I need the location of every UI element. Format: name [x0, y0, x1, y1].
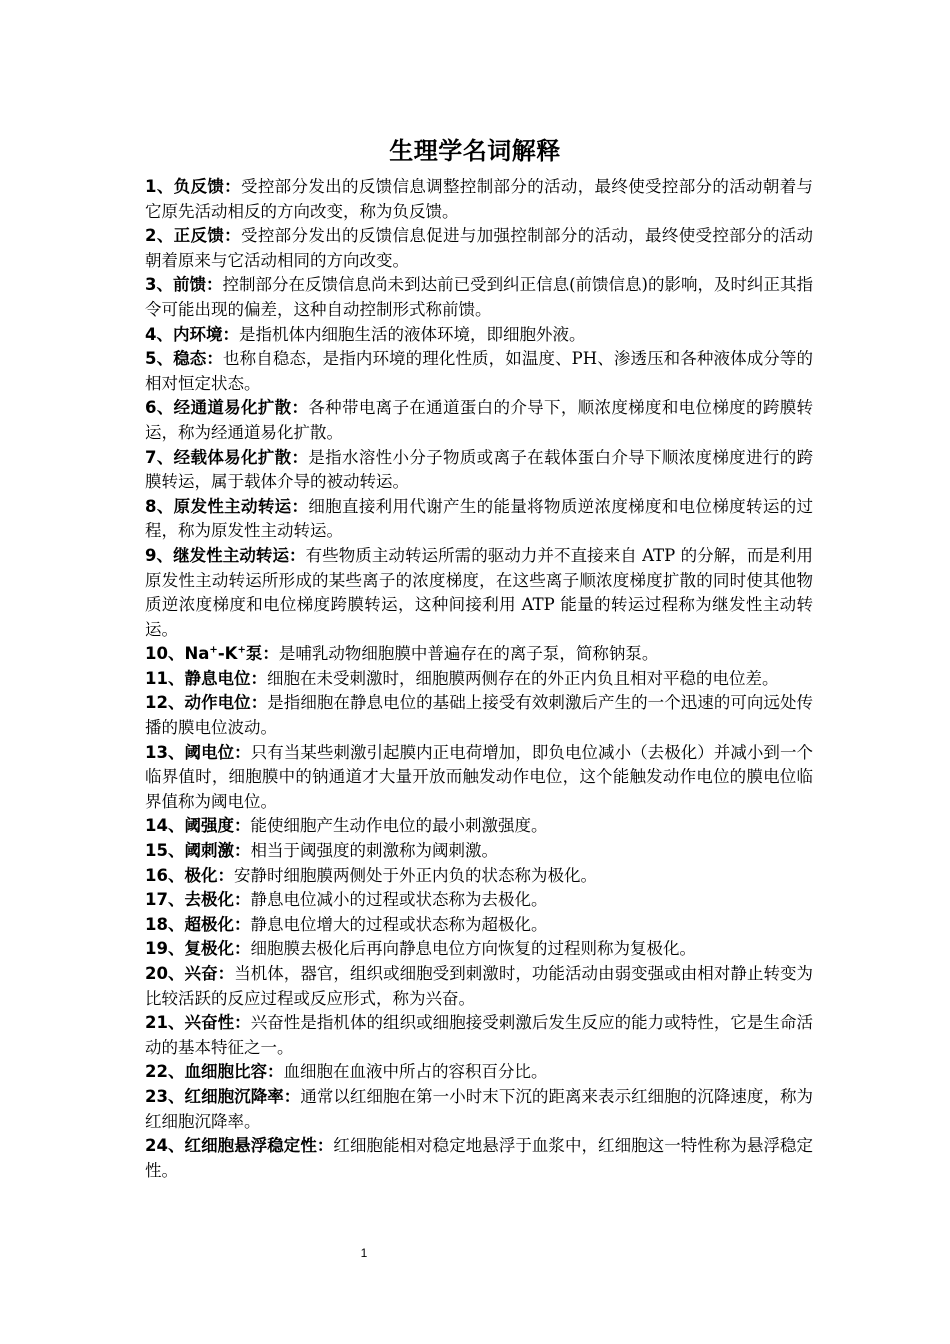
definition-entry — [145, 642, 813, 667]
definition-term: 2、正反馈： — [145, 226, 242, 246]
document-title: 生理学名词解释 — [389, 137, 561, 165]
definition-term: 9、继发性主动转运： — [145, 545, 306, 565]
definition-text: 细胞在未受刺激时，细胞膜两侧存在的外正内负且相对平稳的电位差。 — [266, 668, 779, 688]
definition-entry — [145, 691, 813, 740]
definition-term: 18、超极化： — [145, 914, 251, 934]
definition-text: 兴奋性是指机体的组织或细胞接受刺激后发生反应的能力或特性，它是生命活动的基本特征之一。 — [145, 1013, 814, 1057]
definition-entry — [145, 544, 813, 642]
definition-text: 受控部分发出的反馈信息促进与加强控制部分的活动，最终使受控部分的活动朝着原来与它活动相同的方向改变。 — [145, 226, 814, 270]
definition-term: 24、红细胞悬浮稳定性： — [145, 1136, 334, 1156]
definition-term: 5、稳态： — [145, 349, 224, 369]
definition-term: 8、原发性主动转运： — [145, 496, 309, 516]
definition-entry — [145, 741, 813, 815]
definition-text: 是指机体内细胞生活的液体环境，即细胞外液。 — [238, 324, 586, 344]
definition-text: 细胞直接利用代谢产生的能量将物质逆浓度梯度和电位梯度转运的过程，称为原发性主动转运。 — [145, 496, 814, 541]
definition-term: 17、去极化： — [145, 890, 251, 910]
definition-term: 23、红细胞沉降率： — [145, 1086, 301, 1106]
definition-entry — [145, 839, 813, 864]
definition-term: 19、复极化： — [145, 939, 251, 959]
definition-term: 11、静息电位： — [145, 668, 267, 688]
definition-text: 是指细胞在静息电位的基础上接受有效刺激后产生的一个迅速的可向远处传播的膜电位波动。 — [145, 693, 814, 738]
definition-term: 6、经通道易化扩散： — [145, 398, 309, 418]
definition-entry — [145, 864, 813, 889]
definition-entry — [145, 1011, 813, 1060]
definition-text: 静息电位增大的过程或状态称为超极化。 — [250, 914, 548, 934]
definition-entry — [145, 446, 813, 495]
definition-term: 14、阈强度： — [145, 816, 251, 836]
definition-text: 能使细胞产生动作电位的最小刺激强度。 — [250, 816, 548, 836]
definition-entry — [145, 347, 813, 396]
definition-entry — [145, 224, 813, 273]
definition-term: 22、血细胞比容： — [145, 1062, 284, 1082]
definition-entry — [145, 888, 813, 913]
definition-text: 细胞膜去极化后再向静息电位方向恢复的过程则称为复极化。 — [250, 939, 696, 959]
definition-entry — [145, 495, 813, 544]
definition-term: 15、阈刺激： — [145, 841, 251, 861]
definition-term: 7、经载体易化扩散： — [145, 447, 309, 467]
definition-text: 也称自稳态，是指内环境的理化性质，如温度、PH、渗透压和各种液体成分等的相对恒定状态。 — [145, 349, 814, 393]
definitions-list — [145, 175, 813, 1183]
definition-text: 红细胞能相对稳定地悬浮于血浆中，红细胞这一特性称为悬浮稳定性。 — [145, 1136, 814, 1180]
definition-term: 16、极化： — [145, 865, 234, 885]
definition-term: 3、前馈： — [145, 275, 223, 295]
definition-text: 只有当某些刺激引起膜内正电荷增加，即负电位减小（去极化）并减小到一个临界值时，细胞膜中的钠通道才大量开放而触发动作电位，这个能触发动作电位的膜电位临界值称为阈电位。 — [145, 742, 814, 811]
definition-text: 受控部分发出的反馈信息调整控制部分的活动，最终使受控部分的活动朝着与它原先活动相反的方向改变，称为负反馈。 — [145, 177, 814, 221]
definition-entry — [145, 323, 813, 348]
page-number: 1 — [360, 1246, 368, 1260]
definition-text: 当机体，器官，组织或细胞受到刺激时，功能活动由弱变强或由相对静止转变为比较活跃的反应过程或反应形式，称为兴奋。 — [145, 964, 814, 1008]
definition-term: 1、负反馈： — [145, 177, 242, 196]
definition-text: 是哺乳动物细胞膜中普遍存在的离子泵，简称钠泵。 — [278, 644, 659, 664]
definition-entry — [145, 396, 813, 445]
definition-entry — [145, 962, 813, 1011]
definition-text: 静息电位减小的过程或状态称为去极化。 — [250, 890, 548, 910]
definition-text: 安静时细胞膜两侧处于外正内负的状态称为极化。 — [233, 865, 597, 885]
definition-entry — [145, 1060, 813, 1085]
definition-entry — [145, 913, 813, 938]
definition-entry — [145, 175, 813, 224]
definition-entry — [145, 1134, 813, 1183]
definition-entry — [145, 1085, 813, 1134]
definition-entry — [145, 814, 813, 839]
definition-text: 相当于阈强度的刺激称为阈刺激。 — [250, 841, 498, 861]
definition-term: 4、内环境： — [145, 324, 239, 344]
definition-term: 21、兴奋性： — [145, 1013, 251, 1033]
definition-text: 是指水溶性小分子物质或离子在载体蛋白介导下顺浓度梯度进行的跨膜转运，属于载体介导的被动转运。 — [145, 447, 814, 492]
definition-text: 各种带电离子在通道蛋白的介导下，顺浓度梯度和电位梯度的跨膜转运，称为经通道易化扩散。 — [145, 398, 814, 442]
definition-term: 10、Na+-K+泵： — [145, 644, 279, 664]
definition-term: 12、动作电位： — [145, 693, 268, 713]
definition-entry — [145, 273, 813, 322]
definition-entry — [145, 937, 813, 962]
definition-term: 13、阈电位： — [145, 742, 251, 762]
definition-term: 20、兴奋： — [145, 964, 235, 983]
definition-text: 控制部分在反馈信息尚未到达前已受到纠正信息(前馈信息)的影响，及时纠正其指令可能出现的偏差，这种自动控制形式称前馈。 — [145, 275, 814, 319]
definition-text: 通常以红细胞在第一小时末下沉的距离来表示红细胞的沉降速度，称为红细胞沉降率。 — [145, 1086, 814, 1131]
definition-text: 血细胞在血液中所占的容积百分比。 — [283, 1062, 548, 1082]
definition-text: 有些物质主动转运所需的驱动力并不直接来自 ATP 的分解，而是利用原发性主动转运所形成的某些离子的浓度梯度，在这些离子顺浓度梯度扩散的同时使其他物质逆浓度梯度和电位梯度跨膜转运，这种间接利用 ATP 能量的转运过程称为继发性主动转运。 — [145, 545, 813, 639]
definition-entry — [145, 667, 813, 692]
